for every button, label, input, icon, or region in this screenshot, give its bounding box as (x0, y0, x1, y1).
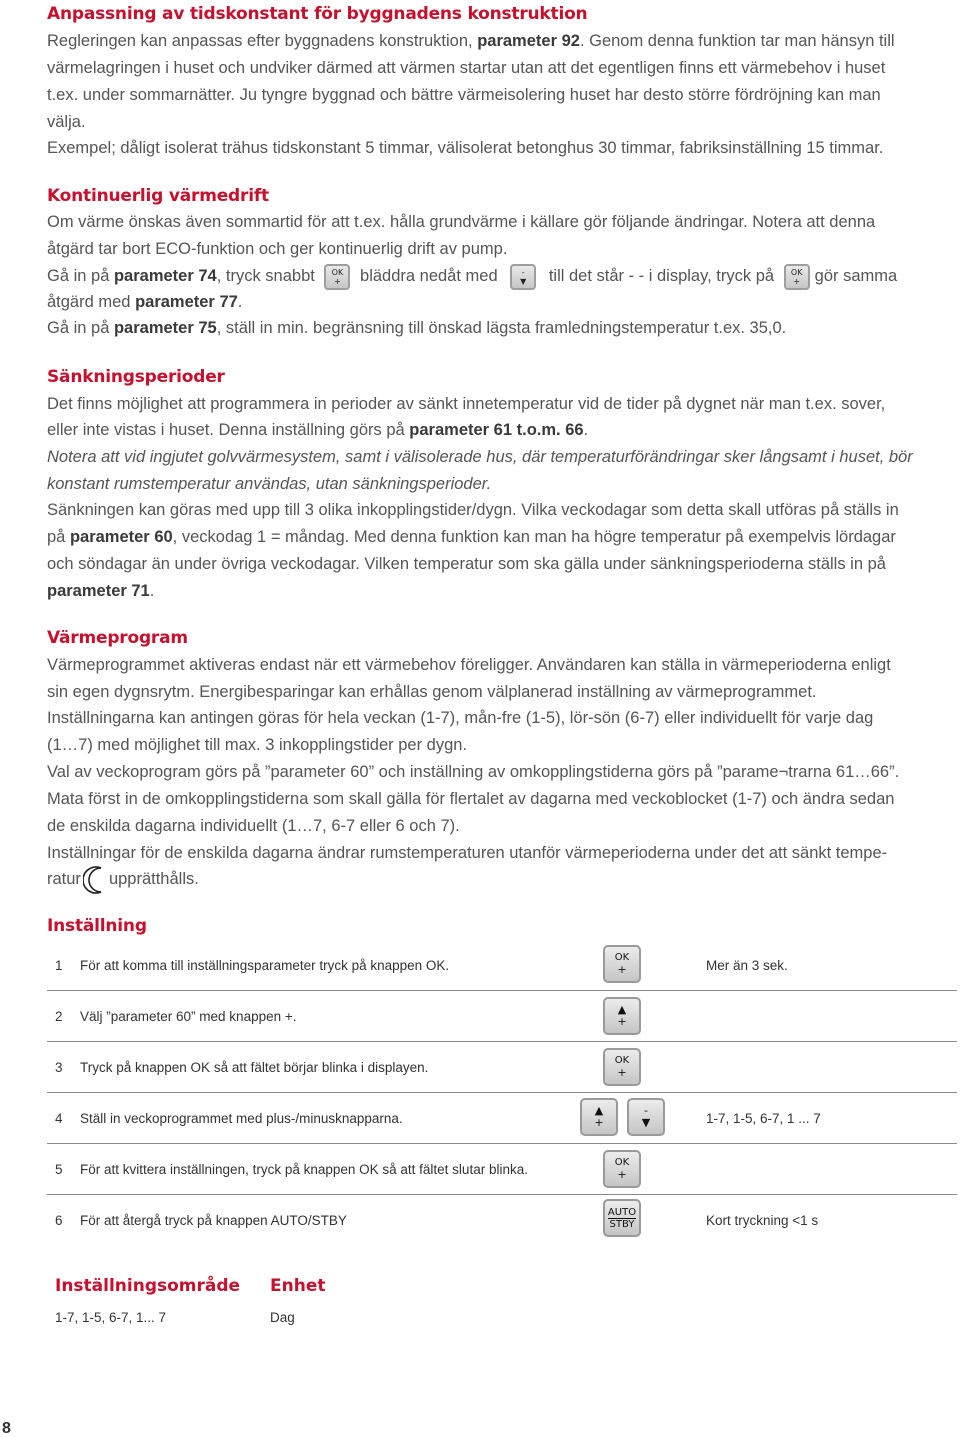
step-description: För att återgå tryck på knappen AUTO/STBY (80, 1212, 347, 1228)
moon-icon (83, 865, 107, 895)
step-description: Välj ”parameter 60” med knappen +. (80, 1008, 297, 1024)
table-row (47, 1195, 957, 1246)
paragraph-line: Inställningar för de enskilda dagarna ändrar rumstemperaturen utanför värmeperioderna under det att sänkt tempe- (47, 844, 888, 862)
heading-installning: Inställning (47, 916, 147, 936)
ok-plus-button-icon: OK + (603, 945, 641, 983)
paragraph-line: Det finns möjlighet att programmera in perioder av sänkt innetemperatur vid de tider på dygnet när man t.ex. sover, (47, 395, 886, 413)
heading-kontinuerlig: Kontinuerlig värmedrift (47, 186, 269, 206)
step-description: För att kvittera inställningen, tryck på knappen OK så att fältet slutar blinka. (80, 1161, 528, 1177)
paragraph-line: åtgärd med parameter 77. (47, 293, 243, 311)
paragraph-line: Inställningarna kan antingen göras för hela veckan (1-7), mån-fre (1-5), lör-sön (6-7) eller individuellt för varje dag (47, 709, 874, 727)
paragraph-line: Mata först in de omkopplingstiderna som skall gälla för flertalet av dagarna med veckoblocket (1-7) och ändra sedan (47, 790, 895, 808)
step-number: 4 (55, 1110, 63, 1126)
unit-value: Dag (270, 1310, 295, 1325)
paragraph-line: och söndagar än under övriga veckodagar. Vilken temperatur som ska gälla under sänkningsperioderna ställs in på (47, 555, 886, 573)
paragraph-line: (1…7) med möjlighet till max. 3 inkopplingstider per dygn. (47, 736, 468, 754)
table-row (47, 1144, 957, 1195)
minus-down-button-icon: - ▼ (510, 264, 536, 290)
paragraph-line: parameter 71. (47, 582, 155, 600)
table-row (47, 991, 957, 1042)
paragraph-line: Om värme önskas även sommartid för att t.ex. hålla grundvärme i källare gör följande ändringar. Notera att denna (47, 213, 876, 231)
paragraph-line: Gå in på parameter 74, tryck snabbt OK + bläddra nedåt med - ▼ till det står - - i display, tryck på OK + gör samma (47, 263, 897, 290)
heading-sankningsperioder: Sänkningsperioder (47, 367, 225, 387)
step-note: Mer än 3 sek. (706, 957, 788, 973)
heading-anpassning: Anpassning av tidskonstant för byggnadens konstruktion (47, 4, 588, 24)
paragraph-line: Val av veckoprogram görs på ”parameter 60” och inställning av omkopplingstiderna görs på ”parame¬trarna 61…66”. (47, 763, 900, 781)
paragraph-line: de enskilda dagarna individuellt (1…7, 6-7 eller 6 och 7). (47, 817, 460, 835)
unit-label: Enhet (270, 1276, 326, 1296)
ok-plus-button-icon: OK + (603, 1048, 641, 1086)
paragraph-line: ratur upprätthålls. (47, 862, 199, 896)
page-number: 8 (2, 1420, 11, 1437)
auto-stby-button-icon: AUTO STBY (603, 1199, 641, 1237)
paragraph-line: t.ex. under sommarnätter. Ju tyngre byggnad och bättre värmeisolering huset har desto större fördröjning kan man (47, 86, 881, 104)
range-label: Inställningsområde (55, 1276, 241, 1296)
minus-down-button-icon: - ▼ (627, 1098, 665, 1136)
step-description: Ställ in veckoprogrammet med plus-/minusknapparna. (80, 1110, 403, 1126)
up-plus-button-icon: ▲ + (580, 1098, 618, 1136)
table-row (47, 940, 957, 991)
paragraph-line: Gå in på parameter 75, ställ in min. begränsning till önskad lägsta framledningstemperatur t.ex. 35,0. (47, 319, 787, 337)
step-number: 6 (55, 1212, 63, 1228)
paragraph-line: åtgärd tar bort ECO-funktion och ger kontinuerlig drift av pump. (47, 240, 508, 258)
paragraph-line-italic: konstant rumstemperatur användas, utan sänkningsperioder. (47, 475, 492, 493)
step-number: 1 (55, 957, 63, 973)
table-row (47, 1042, 957, 1093)
up-plus-button-icon: ▲ + (603, 997, 641, 1035)
step-number: 5 (55, 1161, 63, 1177)
step-description: För att komma till inställningsparameter tryck på knappen OK. (80, 957, 450, 973)
paragraph-line: sin egen dygnsrytm. Energibesparingar kan erhållas genom välplanerad inställning av värmeprogrammet. (47, 683, 817, 701)
paragraph-line: värmelagringen i huset och undviker därmed att värmen startar utan att det egentligen finns ett värmebehov i huset (47, 59, 886, 77)
step-number: 3 (55, 1059, 63, 1075)
step-note: Kort tryckning <1 s (706, 1212, 819, 1228)
table-row (47, 1093, 957, 1144)
paragraph-line-italic: Notera att vid ingjutet golvvärmesystem, samt i välisolerade hus, där temperaturförändringar sker långsamt i huset, bör (47, 448, 913, 466)
paragraph-line: Regleringen kan anpassas efter byggnadens konstruktion, parameter 92. Genom denna funktion tar man hänsyn till (47, 32, 895, 50)
step-description: Tryck på knappen OK så att fältet börjar blinka i displayen. (80, 1059, 429, 1075)
heading-varmeprogram: Värmeprogram (47, 628, 188, 648)
paragraph-line: på parameter 60, veckodag 1 = måndag. Med denna funktion kan man ha högre temperatur på exempelvis lördagar (47, 528, 896, 546)
ok-plus-button-icon: OK + (324, 264, 350, 290)
paragraph-line: Exempel; dåligt isolerat trähus tidskonstant 5 timmar, välisolerat betonghus 30 timmar, fabriksinställning 15 timmar. (47, 139, 884, 157)
ok-plus-button-icon: OK + (784, 264, 810, 290)
ok-plus-button-icon: OK + (603, 1150, 641, 1188)
step-number: 2 (55, 1008, 63, 1024)
paragraph-line: eller inte vistas i huset. Denna inställning görs på parameter 61 t.o.m. 66. (47, 421, 589, 439)
paragraph-line: välja. (47, 113, 86, 131)
paragraph-line: Värmeprogrammet aktiveras endast när ett värmebehov föreligger. Användaren kan ställa in värmeperioderna enligt (47, 656, 891, 674)
step-note: 1-7, 1-5, 6-7, 1 ... 7 (706, 1110, 821, 1126)
range-value: 1-7, 1-5, 6-7, 1... 7 (55, 1310, 167, 1325)
paragraph-line: Sänkningen kan göras med upp till 3 olika inkopplingstider/dygn. Vilka veckodagar som detta skall utföras på ställs in (47, 501, 899, 519)
